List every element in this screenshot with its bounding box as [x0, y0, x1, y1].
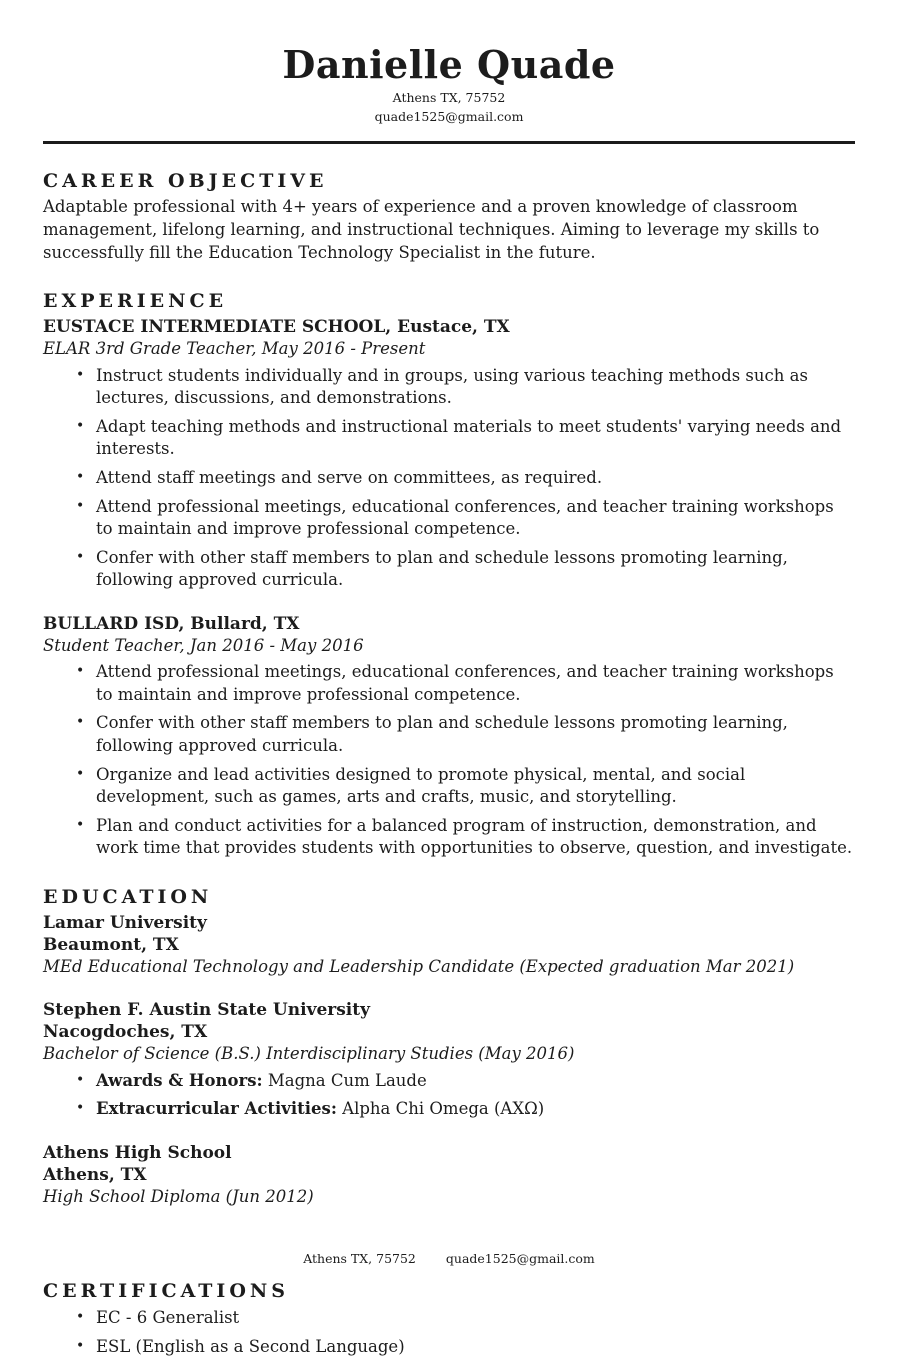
school-bullet-list: [43, 1070, 855, 1121]
job-bullet: • Attend professional meetings, educational conferences, and teacher training workshops to maintain and improve professional competence.: [96, 661, 855, 706]
school-degree: MEd Educational Technology and Leadership Candidate (Expected graduation Mar 2021): [43, 956, 795, 976]
section-experience: [43, 290, 855, 860]
footer-location: Athens TX, 75752: [303, 1251, 416, 1266]
job-employer: EUSTACE INTERMEDIATE SCHOOL, Eustace, TX: [43, 317, 510, 338]
job-role: ELAR 3rd Grade Teacher, May 2016 - Present: [43, 339, 426, 359]
bullet-label: Extracurricular Activities:: [96, 1099, 337, 1119]
footer-email: quade1525@gmail.com: [445, 1251, 595, 1266]
job-bullet: • Attend professional meetings, educational conferences, and teacher training workshops to maintain and improve professional competence.: [96, 496, 855, 541]
header-email: quade1525@gmail.com: [374, 108, 524, 124]
experience-title: EXPERIENCE: [43, 290, 228, 313]
job-bullet: • Adapt teaching methods and instructional materials to meet students' varying needs and interests.: [96, 416, 855, 461]
resume-header: [43, 44, 855, 144]
school-entry-athens-hs: [43, 1142, 855, 1208]
section-career-objective: [43, 170, 855, 264]
section-certifications: [43, 1280, 855, 1358]
certification-item: • EC - 6 Generalist: [96, 1307, 855, 1330]
certifications-title: CERTIFICATIONS: [43, 1280, 289, 1303]
certification-item: • ESL (English as a Second Language): [96, 1336, 855, 1358]
school-degree: High School Diploma (Jun 2012): [43, 1187, 314, 1207]
job-bullet: • Instruct students individually and in groups, using various teaching methods such as lectures, discussions, and demonstrations.: [96, 365, 855, 410]
bullet-text: Alpha Chi Omega (ΑΧΩ): [336, 1099, 545, 1119]
career-objective-text: Adaptable professional with 4+ years of experience and a proven knowledge of classroom management, lifelong learning, and instructional techniques. Aiming to leverage my skills to successfully fill the Education Technology Specialist in the future.: [43, 197, 820, 262]
education-title: EDUCATION: [43, 886, 213, 908]
job-role: Student Teacher, Jan 2016 - May 2016: [43, 635, 364, 655]
job-bullet: • Plan and conduct activities for a balanced program of instruction, demonstration, and work time that provides students with opportunities to observe, question, and investigate.: [96, 815, 855, 860]
bullet-text: Magna Cum Laude: [262, 1070, 427, 1090]
job-employer: BULLARD ISD, Bullard, TX: [43, 613, 300, 634]
job-entry-bullard: [43, 613, 855, 860]
school-location: Athens, TX: [43, 1164, 147, 1185]
job-bullet-list: [43, 365, 855, 592]
bullet-label: Awards & Honors:: [96, 1070, 263, 1090]
section-education: [43, 886, 855, 1208]
job-entry-eustace: [43, 316, 855, 592]
header-location: Athens TX, 75752: [392, 89, 506, 105]
school-name: Stephen F. Austin State University: [43, 1000, 370, 1021]
contact-block: [43, 89, 855, 127]
school-entry-sfa: [43, 999, 855, 1121]
job-bullet: • Confer with other staff members to plan and schedule lessons promoting learning, following approved curricula.: [96, 712, 855, 757]
school-name: Athens High School: [43, 1142, 232, 1163]
school-bullet-awards: [96, 1070, 855, 1093]
job-bullet: • Organize and lead activities designed to promote physical, mental, and social development, such as games, arts and crafts, music, and storytelling.: [96, 764, 855, 809]
school-entry-lamar: [43, 912, 855, 978]
certification-list: [43, 1307, 855, 1358]
job-bullet: • Attend staff meetings and serve on committees, as required.: [96, 467, 855, 490]
school-degree: Bachelor of Science (B.S.) Interdisciplinary Studies (May 2016): [43, 1044, 575, 1064]
school-location: Nacogdoches, TX: [43, 1022, 208, 1043]
career-objective-title: CAREER OBJECTIVE: [43, 170, 328, 193]
header-divider: [43, 141, 855, 144]
job-bullet: • Confer with other staff members to plan and schedule lessons promoting learning, following approved curricula.: [96, 547, 855, 592]
school-bullet-extracurricular: [96, 1098, 855, 1121]
school-location: Beaumont, TX: [43, 934, 179, 955]
job-bullet-list: [43, 661, 855, 860]
school-name: Lamar University: [43, 912, 207, 933]
page-footer: [0, 1251, 898, 1266]
person-name: Danielle Quade: [282, 42, 616, 87]
